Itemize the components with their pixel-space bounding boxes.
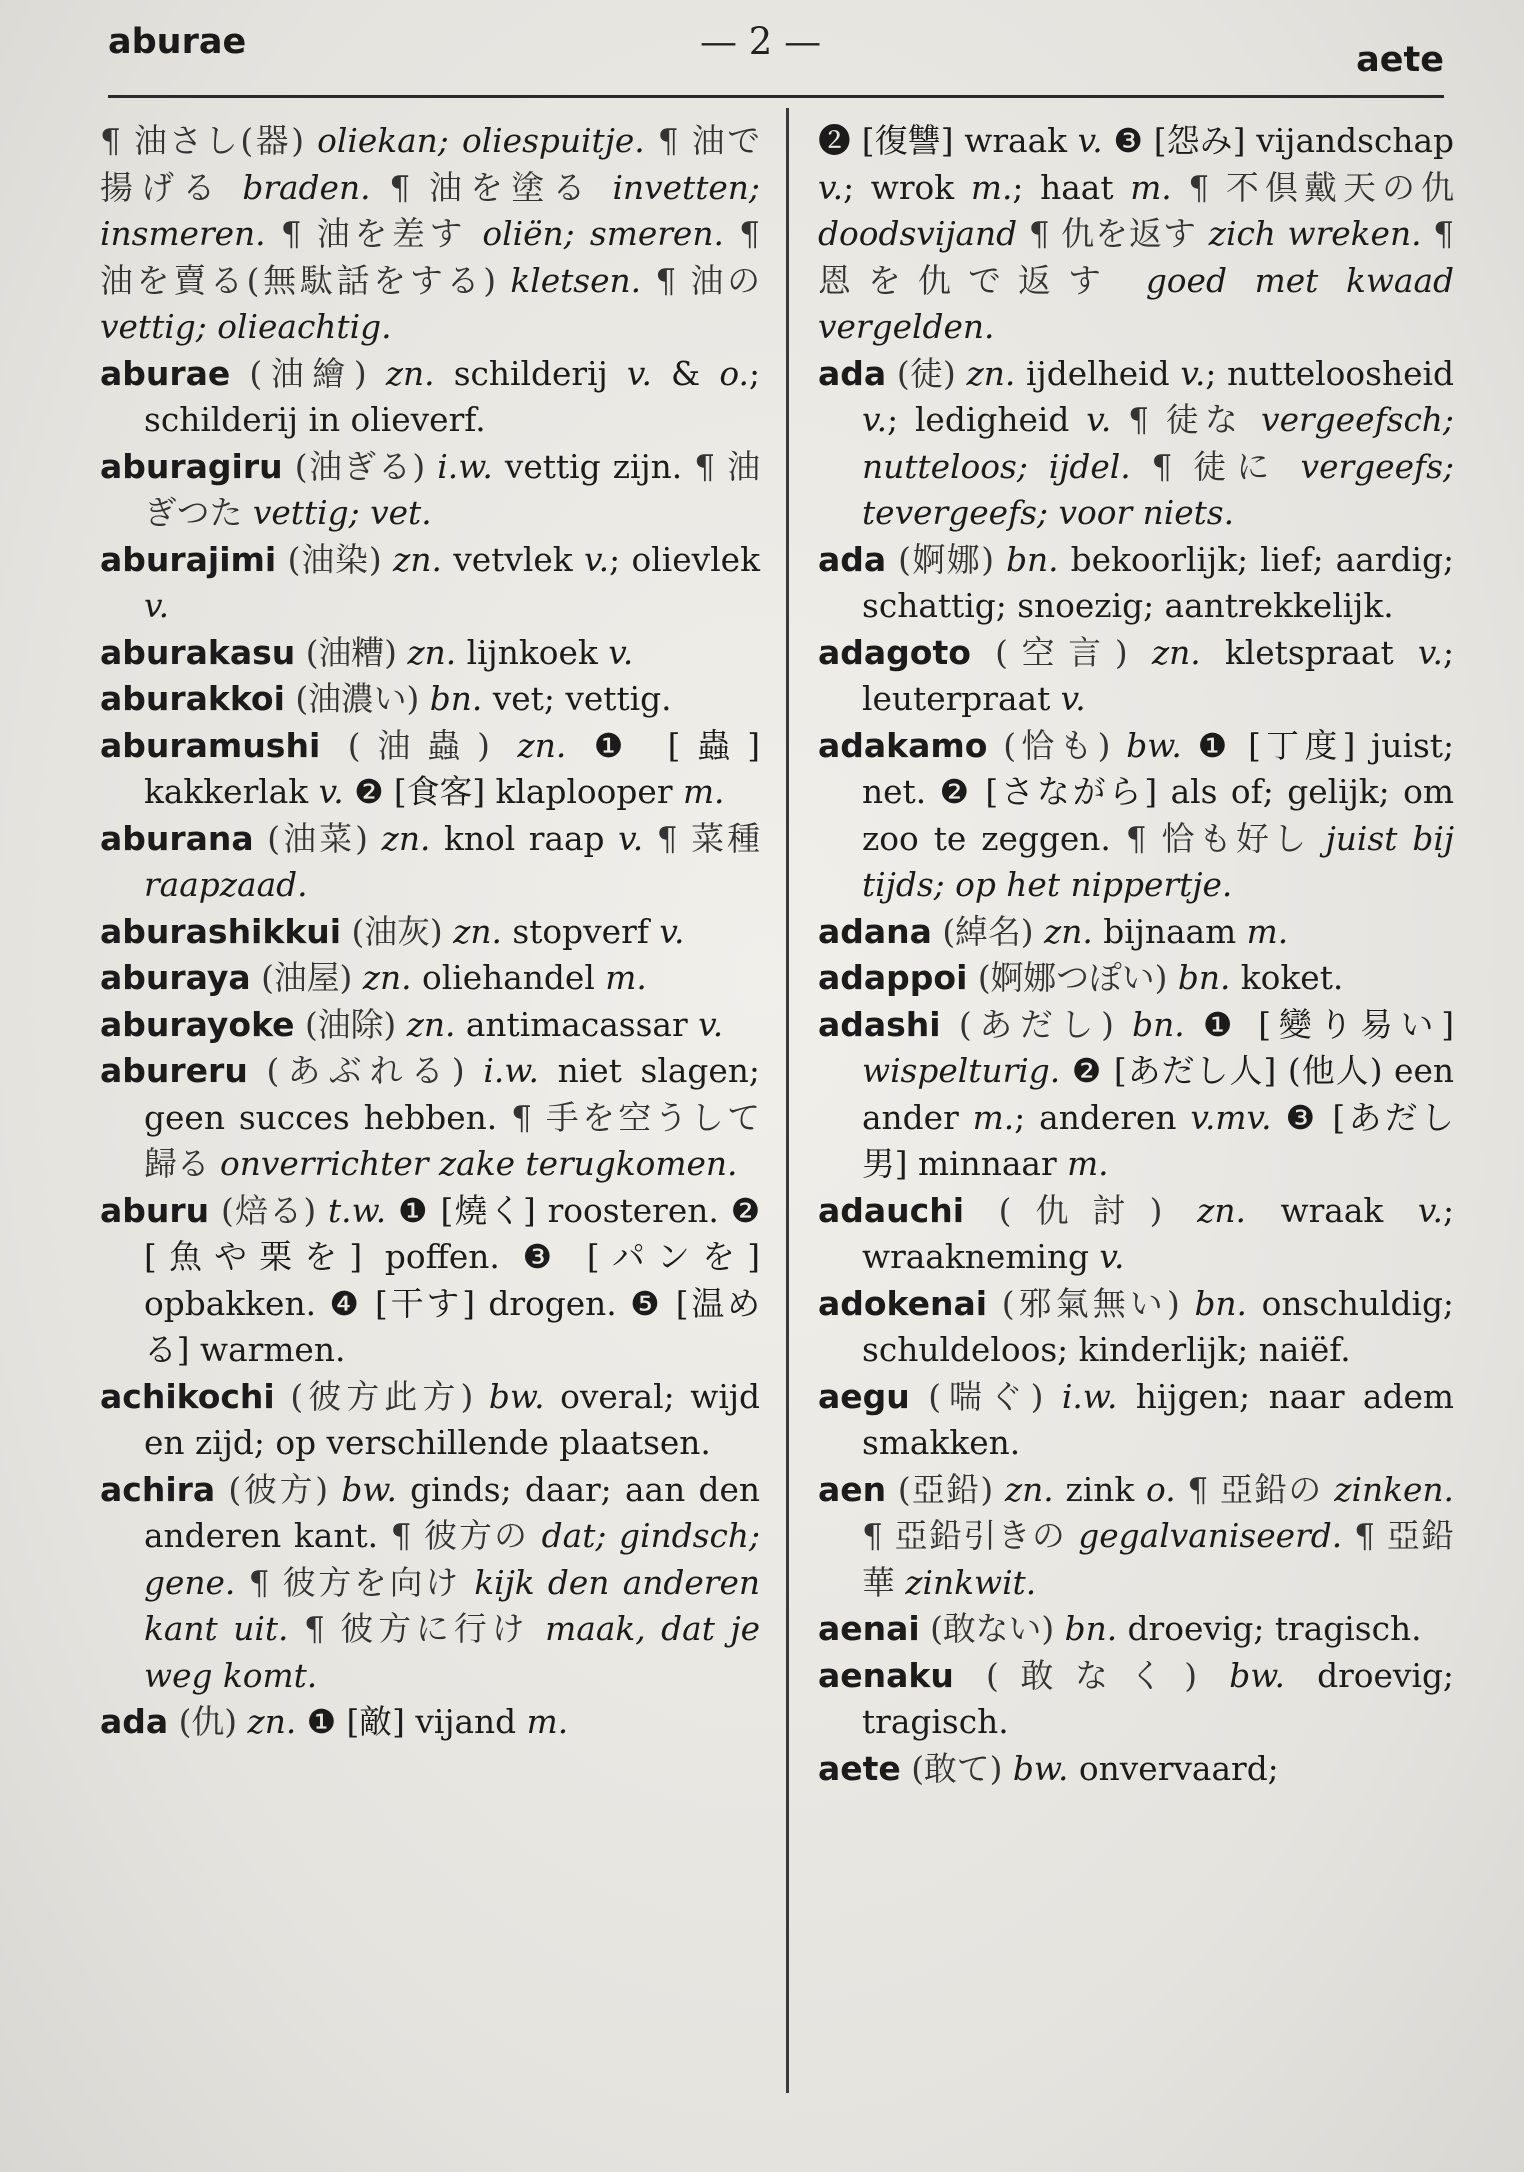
japanese-form: (油染) [276, 540, 394, 579]
japanese-form: (油繪) [230, 354, 386, 393]
italic-gloss: wispelturig. [862, 1052, 1061, 1090]
italic-gloss: oliekan; oliespuitje. [317, 122, 645, 160]
definition-text: ; anderen [1014, 1098, 1191, 1137]
japanese-form: ¶ 恩を仇で返す [818, 215, 1454, 300]
italic-gloss: bw. [1012, 1749, 1069, 1788]
italic-gloss: t.w. [327, 1191, 387, 1230]
dictionary-entry [818, 1002, 1454, 1188]
definition-text: ❶ [變り易い] [1184, 1005, 1455, 1044]
japanese-form: (油屋) [250, 959, 363, 997]
dictionary-entry [818, 537, 1454, 630]
definition-text: ; olievlek [609, 540, 760, 579]
japanese-form: (敢なく) [953, 1656, 1230, 1695]
headword: ada [818, 539, 887, 579]
headword: achira [100, 1469, 216, 1509]
italic-gloss: doodsvijand [818, 215, 1018, 253]
dictionary-entry [100, 676, 760, 723]
japanese-form: (空言) [970, 633, 1152, 672]
dictionary-entry [818, 1374, 1454, 1467]
japanese-form: (油菜) [253, 819, 382, 858]
definition-text: bijnaam [1092, 912, 1247, 951]
italic-gloss: v. [618, 819, 644, 858]
italic-gloss: zn. [1197, 1191, 1246, 1230]
dictionary-entry [818, 1606, 1454, 1653]
definition-text: niet slagen; geen succes hebben. [144, 1052, 760, 1137]
japanese-form: ¶ 油さし(器) [100, 122, 318, 160]
headword: adokenai [818, 1283, 988, 1323]
italic-gloss: v. [1099, 1238, 1125, 1276]
headword: aburakkoi [100, 679, 285, 718]
italic-gloss: zn. [517, 726, 567, 765]
headword: aen [818, 1469, 887, 1509]
definition-text: kletspraat [1200, 633, 1418, 672]
japanese-form: ¶ 彼方に行け [288, 1610, 546, 1648]
italic-gloss: v. [1060, 680, 1086, 718]
definition-text: vettig zijn. [492, 447, 695, 486]
italic-gloss: zn. [453, 912, 502, 951]
definition-text: droevig; tragisch. [1117, 1610, 1422, 1648]
definition-text: ; leuterpraat [862, 633, 1454, 718]
dictionary-entry [818, 351, 1454, 537]
definition-text: ❸ [怨み] vijandschap [1102, 122, 1454, 160]
italic-gloss: m. [972, 1098, 1015, 1137]
headword: aegu [818, 1376, 910, 1416]
italic-gloss: m. [682, 773, 725, 811]
italic-gloss: juist bij tijds; op het nippertje. [862, 819, 1454, 904]
italic-gloss: zn. [1043, 912, 1093, 951]
italic-gloss: vettig; olieachtig. [100, 308, 392, 346]
japanese-form: ¶ 彼方の [390, 1517, 542, 1555]
entry-continuation [100, 118, 760, 351]
column-divider [786, 108, 789, 2093]
italic-gloss: oliën; smeren. [482, 215, 724, 253]
right-column [818, 118, 1454, 1792]
japanese-form: (油濃い) [284, 680, 430, 718]
headword: abureru [100, 1051, 248, 1090]
italic-gloss: zn. [385, 354, 435, 393]
japanese-form: ¶ 徒な [1111, 401, 1262, 439]
dictionary-entry [818, 723, 1454, 909]
italic-gloss: invetten; insmeren. [100, 168, 760, 253]
italic-gloss: maak, dat je weg komt. [144, 1610, 760, 1695]
italic-gloss: i.w. [1061, 1377, 1118, 1416]
italic-gloss: v. [626, 354, 652, 393]
japanese-form: ¶ 亞鉛華 [862, 1517, 1455, 1602]
headword: aburayoke [100, 1004, 295, 1044]
italic-gloss: bw. [341, 1470, 397, 1509]
japanese-form: (あだし) [940, 1005, 1133, 1044]
dictionary-entry [100, 816, 760, 909]
italic-gloss: braden. [242, 168, 371, 207]
italic-gloss: dat; gindsch; gene. [144, 1517, 761, 1602]
italic-gloss: v.mv. [1190, 1098, 1272, 1137]
definition-text: hijgen; naar adem smakken. [862, 1377, 1454, 1462]
italic-gloss: vergeefs; tevergeefs; voor niets. [862, 447, 1454, 532]
japanese-form: (あぶれる) [247, 1052, 484, 1090]
italic-gloss: v. [1417, 1191, 1443, 1230]
definition-text: ❸ [あだし男] minnaar [862, 1098, 1454, 1183]
definition-text: ❶ [敵] vijand [296, 1703, 527, 1741]
italic-gloss: v. [144, 587, 170, 625]
headword: aburaya [100, 958, 251, 997]
japanese-form: (仇討) [964, 1191, 1198, 1230]
japanese-form: ¶ 手を空うして歸る [144, 1098, 760, 1183]
italic-gloss: o. [719, 354, 749, 393]
dictionary-entry [100, 630, 760, 677]
japanese-form: (婀娜) [886, 540, 1007, 579]
italic-gloss: m. [605, 959, 647, 997]
italic-gloss: zn. [247, 1703, 297, 1741]
dictionary-entry [818, 1467, 1454, 1607]
definition-text: ginds; daar; aan den anderen kant. [144, 1470, 760, 1555]
headword: aburamushi [100, 725, 321, 765]
japanese-form: ¶ 油で揚げる [100, 122, 760, 207]
italic-gloss: zich wreken. [1208, 215, 1422, 253]
headword: aenai [818, 1609, 920, 1648]
japanese-form: (油灰) [341, 912, 454, 951]
japanese-form: ¶ 油ぎつた [144, 447, 760, 532]
headword: aburakasu [100, 632, 296, 672]
definition-text: ❷ [あだし人] (他人) een ander [862, 1052, 1454, 1137]
italic-gloss: zn. [966, 354, 1016, 393]
japanese-form: (油糟) [295, 633, 408, 672]
definition-text: vetvlek [441, 540, 585, 579]
japanese-form: ¶ 亞鉛引きの [862, 1517, 1079, 1555]
left-column [100, 118, 760, 1746]
headword: adauchi [818, 1190, 965, 1230]
japanese-form: (綽名) [931, 912, 1044, 951]
japanese-form: (彼方此方) [274, 1377, 489, 1416]
japanese-form: ¶ 亞鉛の [1175, 1470, 1335, 1509]
definition-text: ; nutteloosheid [1205, 354, 1454, 393]
definition-text: schilderij [434, 354, 627, 393]
italic-gloss: v. [818, 168, 844, 207]
italic-gloss: v. [608, 633, 634, 672]
definition-text: ❶ [燒く] roosteren. ❷ [魚や栗を] poffen. ❸ [パンを] opbakken. ❹ [干す] drogen. ❺ [温める] warmen. [144, 1191, 760, 1369]
japanese-form: ¶ 油を賣る(無駄話をする) [100, 215, 760, 300]
japanese-form: (彼方) [215, 1470, 342, 1509]
definition-text: ; schilderij in olieverf. [144, 354, 761, 439]
italic-gloss: bn. [1177, 959, 1231, 997]
italic-gloss: v. [318, 773, 344, 811]
headword: adashi [818, 1004, 941, 1044]
italic-gloss: v. [1077, 122, 1103, 160]
italic-gloss: bn. [1132, 1005, 1185, 1044]
dictionary-entry [100, 1048, 760, 1188]
japanese-form: (敢て) [900, 1749, 1013, 1788]
running-head-last-word: aete [1356, 40, 1444, 80]
japanese-form: ¶ 油を塗る [370, 168, 613, 207]
headword: adagoto [818, 632, 971, 672]
dictionary-entry [100, 723, 760, 816]
headword: ada [100, 1702, 169, 1741]
definition-text: ❷ [食客] klaplooper [343, 773, 683, 811]
italic-gloss: bw. [488, 1377, 545, 1416]
dictionary-entry [100, 1467, 760, 1700]
definition-text: onvervaard; [1068, 1749, 1279, 1788]
definition-text: stopverf [501, 912, 660, 951]
japanese-form: (油ぎる) [282, 447, 438, 486]
headword: adana [818, 911, 932, 951]
italic-gloss: zn. [393, 540, 442, 579]
dictionary-entry [100, 1188, 760, 1374]
italic-gloss: kijk den anderen kant uit. [144, 1563, 760, 1648]
dictionary-entry [100, 351, 760, 444]
dictionary-entry [818, 909, 1454, 956]
headword: adappoi [818, 958, 968, 997]
definition-text: overal; wijd en zijd; op verschillende plaatsen. [144, 1377, 760, 1462]
definition-text: koket. [1230, 959, 1344, 997]
header-rule [108, 95, 1444, 98]
definition-text: zink [1053, 1470, 1147, 1509]
dictionary-entry [818, 1653, 1454, 1746]
definition-text: ❷ [復讐] wraak [818, 122, 1078, 160]
headword: aburashikkui [100, 911, 342, 951]
japanese-form: ¶ 菜種 [643, 819, 760, 858]
definition-text: knol raap [430, 819, 619, 858]
definition-text: vet; vettig. [482, 680, 672, 718]
page-number: — 2 — [700, 20, 822, 63]
definition-text: onschuldig; schuldeloos; kinderlijk; naiëf. [862, 1284, 1454, 1369]
italic-gloss: zinken. [1334, 1470, 1454, 1509]
definition-text: ijdelheid [1015, 354, 1181, 393]
japanese-form: (邪氣無い) [987, 1284, 1195, 1323]
japanese-form: (喘ぐ) [909, 1377, 1062, 1416]
italic-gloss: zn. [1151, 633, 1201, 672]
definition-text: & [651, 354, 720, 393]
japanese-form: (恰も) [987, 726, 1127, 765]
italic-gloss: v. [698, 1005, 724, 1044]
headword: adakamo [818, 725, 988, 765]
japanese-form: (徒) [886, 354, 967, 393]
dictionary-entry [100, 537, 760, 630]
italic-gloss: v. [1086, 401, 1112, 439]
italic-gloss: goed met kwaad vergelden. [818, 261, 1454, 346]
dictionary-entry [818, 630, 1454, 723]
japanese-form: (婀娜つぽい) [967, 959, 1178, 997]
italic-gloss: m. [970, 168, 1013, 207]
italic-gloss: vergeefsch; nutteloos; ijdel. [862, 401, 1454, 486]
japanese-form: ¶ 油の [641, 261, 761, 300]
italic-gloss: zn. [381, 819, 431, 858]
headword: aburana [100, 818, 254, 858]
dictionary-entry [818, 955, 1454, 1002]
italic-gloss: raapzaad. [144, 866, 308, 904]
headword: achikochi [100, 1376, 275, 1416]
entry-continuation [818, 118, 1454, 351]
italic-gloss: m. [526, 1703, 569, 1741]
japanese-form: ¶ 彼方を向け [235, 1563, 475, 1602]
definition-text: ❶ [蟲] kakkerlak [144, 726, 760, 811]
italic-gloss: zn. [1004, 1470, 1054, 1509]
italic-gloss: bw. [1126, 726, 1182, 765]
headword: aenaku [818, 1655, 954, 1695]
headword: ada [818, 353, 887, 393]
italic-gloss: v. [584, 540, 610, 579]
japanese-form: (焙る) [209, 1191, 328, 1230]
italic-gloss: m. [1246, 912, 1289, 951]
italic-gloss: m. [1067, 1145, 1109, 1183]
definition-text: droevig; tragisch. [862, 1656, 1454, 1741]
dictionary-entry [100, 1699, 760, 1746]
headword: aburajimi [100, 539, 277, 579]
definition-text: ; haat [1012, 168, 1131, 207]
definition-text: bekoorlijk; lief; aardig; schattig; snoezig; aantrekkelijk. [862, 540, 1454, 625]
italic-gloss: bn. [1194, 1284, 1247, 1323]
italic-gloss: zn. [362, 959, 412, 997]
japanese-form: (仇) [168, 1703, 248, 1741]
dictionary-entry [100, 955, 760, 1002]
definition-text: ; wraakneming [862, 1191, 1454, 1276]
dictionary-entry [818, 1746, 1454, 1793]
italic-gloss: v. [1417, 633, 1443, 672]
italic-gloss: v. [1180, 354, 1206, 393]
definition-text: ; ledigheid [887, 401, 1087, 439]
definition-text: ; wrok [843, 168, 971, 207]
italic-gloss: zinkwit. [905, 1563, 1037, 1602]
italic-gloss: i.w. [437, 447, 493, 486]
japanese-form: ¶ 不倶戴天の仇 [1171, 168, 1455, 207]
japanese-form: (油蟲) [320, 726, 518, 765]
definition-text: lijnkoek [456, 633, 609, 672]
italic-gloss: m. [1130, 168, 1172, 207]
japanese-form: ¶ 恰も好し [1125, 819, 1326, 858]
italic-gloss: zn. [407, 633, 457, 672]
italic-gloss: bn. [1006, 540, 1059, 579]
japanese-form: (油除) [294, 1005, 407, 1044]
japanese-form: (敢ない) [919, 1610, 1065, 1648]
dictionary-entry [100, 909, 760, 956]
japanese-form: (亞鉛) [886, 1470, 1005, 1509]
italic-gloss: bn. [429, 680, 483, 718]
italic-gloss: vettig; vet. [252, 494, 432, 532]
italic-gloss: onverrichter zake terugkomen. [220, 1145, 738, 1183]
definition-text: wraak [1245, 1191, 1418, 1230]
headword: aburu [100, 1190, 210, 1230]
dictionary-entry [100, 1002, 760, 1049]
dictionary-entry [100, 1374, 760, 1467]
definition-text: oliehandel [411, 959, 606, 997]
headword: aete [818, 1748, 901, 1788]
dictionary-entry [100, 444, 760, 537]
italic-gloss: v. [659, 912, 685, 951]
definition-text: antimacassar [455, 1005, 699, 1044]
italic-gloss: kletsen. [510, 261, 642, 300]
running-head-first-word: aburae [108, 22, 247, 62]
italic-gloss: i.w. [483, 1052, 539, 1090]
japanese-form: ¶ 油を差す [265, 215, 483, 253]
japanese-form: ¶ 徒に [1130, 447, 1301, 486]
definition-text: ❶ [丁度] juist; net. ❷ [さながら] als of; gelijk; om zoo te zeggen. [862, 726, 1454, 858]
italic-gloss: bw. [1229, 1656, 1285, 1695]
dictionary-entry [818, 1188, 1454, 1281]
japanese-form: ¶ 仇を返す [1017, 215, 1209, 253]
headword: aburae [100, 353, 231, 393]
italic-gloss: o. [1146, 1470, 1176, 1509]
italic-gloss: zn. [406, 1005, 456, 1044]
italic-gloss: bn. [1064, 1610, 1118, 1648]
headword: aburagiru [100, 446, 283, 486]
italic-gloss: gegalvaniseerd. [1078, 1517, 1343, 1555]
italic-gloss: v. [862, 401, 888, 439]
dictionary-entry [818, 1281, 1454, 1374]
